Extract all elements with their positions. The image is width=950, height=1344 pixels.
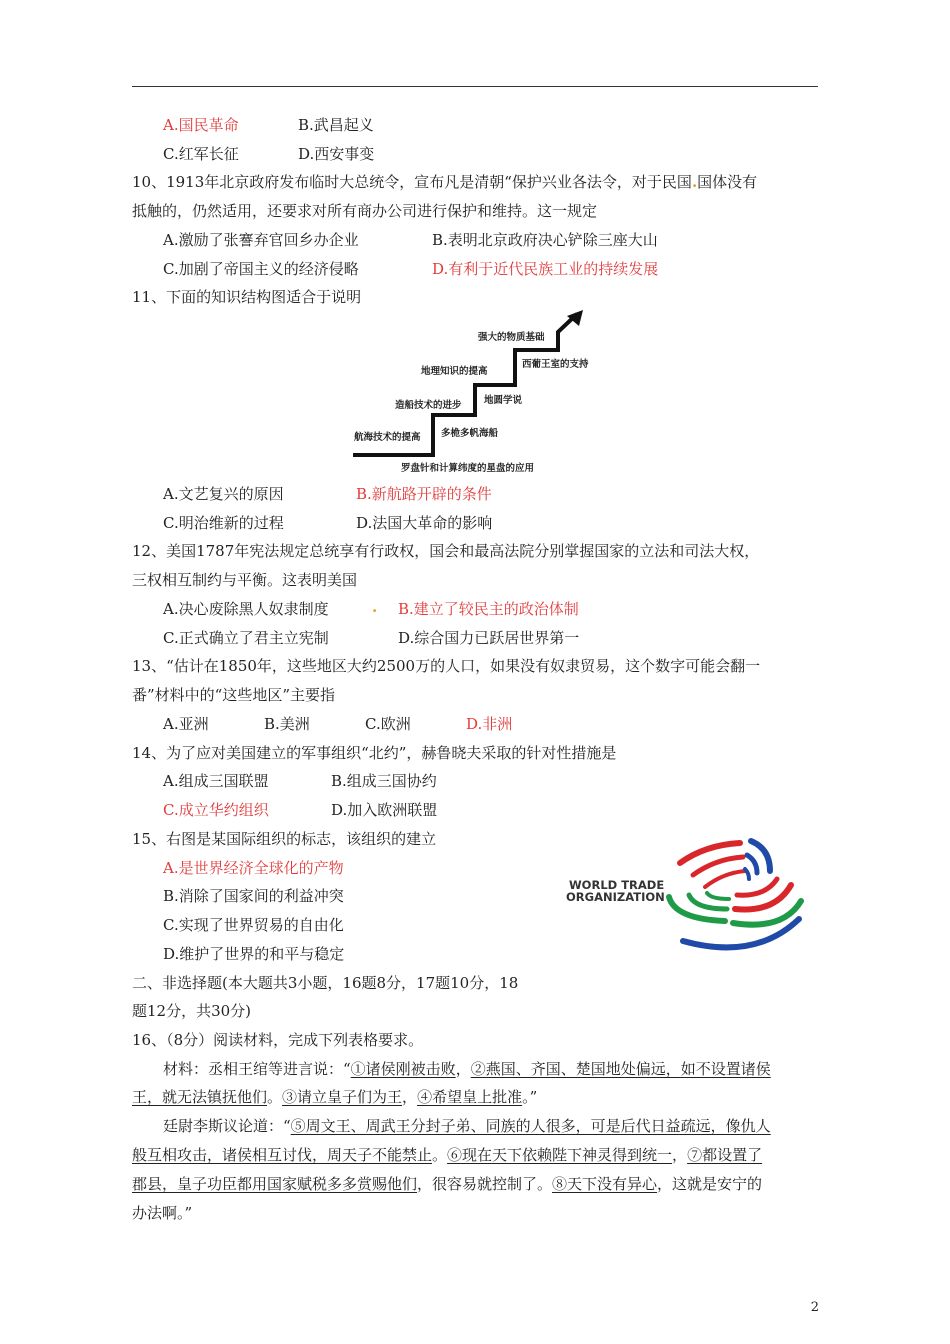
q10-stem-line1: [132, 172, 757, 192]
q16-material2-line1: [163, 1116, 771, 1136]
q14-option-b: B.组成三国协约: [331, 772, 437, 790]
material1-statement-2-cont: 王，就无法镇抚他们: [132, 1088, 268, 1106]
q11-option-a: A.文艺复兴的原因: [163, 485, 284, 503]
material1-statement-2: ②燕国、齐国、楚国地处偏远，如不设置诸侯: [470, 1060, 771, 1078]
q12-option-b: B.建立了较民主的政治体制: [398, 600, 579, 618]
q13-option-d: D.非洲: [466, 715, 513, 733]
q12-option-a: A.决心废除黑人奴隶制度: [163, 600, 329, 618]
punct: ，: [672, 1146, 688, 1164]
q10-stem-part2: 国体没有: [697, 173, 758, 191]
q12-option-c: C.正式确立了君主立宪制: [163, 629, 329, 647]
material1-statement-4: ④希望皇上批准: [417, 1088, 523, 1106]
punct: 。: [267, 1088, 283, 1106]
material2-statement-5: ⑤周文王、周武王分封子弟、同族的人很多，可是后代日益疏远，像仇人: [290, 1117, 771, 1135]
q9-option-d: D.西安事变: [298, 145, 375, 163]
q10-stem-part1: 10、1913年北京政府发布临时大总统令，宣布凡是清朝“保护兴业各法令，对于民国: [132, 173, 692, 191]
q11-option-c: C.明治维新的过程: [163, 514, 284, 532]
q13-option-a: A.亚洲: [163, 715, 209, 733]
q14-option-c: C.成立华约组织: [163, 801, 269, 819]
punct: ，很容易就控制了。: [417, 1175, 553, 1193]
punct: 。”: [522, 1088, 538, 1106]
q13-stem-line1: 13、“估计在1850年，这些地区大约2500万的人口，如果没有奴隶贸易，这个数字可能会翻一: [132, 657, 761, 675]
q11-stem: 11、下面的知识结构图适合于说明: [132, 288, 362, 306]
q12-stem-line1: 12、美国1787年宪法规定总统享有行政权，国会和最高法院分别掌握国家的立法和司法大权，: [132, 542, 760, 560]
q15-option-b: B.消除了国家间的利益冲突: [163, 887, 344, 905]
wto-logo: [565, 835, 815, 967]
q10-option-b: B.表明北京政府决心铲除三座大山: [432, 231, 658, 249]
q10-option-c: C.加剧了帝国主义的经济侵略: [163, 260, 359, 278]
q15-option-d: D.维护了世界的和平与稳定: [163, 945, 345, 963]
q11-option-b: B.新航路开辟的条件: [356, 485, 492, 503]
wto-logo-text-line2: ORGANIZATION: [566, 890, 665, 904]
punct: 。: [432, 1146, 448, 1164]
punct: ，: [402, 1088, 418, 1106]
q16-material1-line1: [163, 1059, 771, 1079]
step-label-2: 造船技术的进步: [395, 400, 462, 411]
q13-option-c: C.欧洲: [365, 715, 411, 733]
riser-label-4: 西葡王室的支持: [522, 359, 589, 370]
header-rule: [132, 86, 818, 87]
q16-material2-line2: [132, 1145, 762, 1165]
riser-label-3: 地圆学说: [484, 395, 523, 406]
punct: ，这就是安宁的: [657, 1175, 763, 1193]
q9-option-b: B.武昌起义: [298, 116, 374, 134]
material1-prefix: 材料：丞相王绾等进言说：“: [163, 1060, 351, 1078]
section2-heading-line1: 二、非选择题(本大题共3小题，16题8分，17题10分，18: [132, 974, 519, 992]
material1-statement-3: ③请立皇子们为王: [282, 1088, 403, 1106]
material2-prefix: 廷尉李斯议论道：“: [163, 1117, 291, 1135]
staircase-diagram: [345, 310, 605, 480]
step-label-4: 强大的物质基础: [478, 332, 545, 343]
material2-statement-8: ⑧天下没有异心: [552, 1175, 658, 1193]
page-number: 2: [810, 1300, 819, 1315]
mark-dot: .: [372, 598, 378, 616]
q16-material1-line2: [132, 1087, 537, 1107]
riser-label-2: 多桅多帆海船: [441, 428, 499, 439]
q16-material2-line3: [132, 1174, 762, 1194]
q15-option-a: A.是世界经济全球化的产物: [163, 859, 344, 877]
step-label-1: 航海技术的提高: [354, 432, 421, 443]
riser-label-1: 罗盘针和计算纬度的星盘的应用: [401, 463, 535, 474]
q9-option-a: A.国民革命: [163, 116, 239, 134]
q15-option-c: C.实现了世界贸易的自由化: [163, 916, 344, 934]
q11-option-d: D.法国大革命的影响: [356, 514, 493, 532]
q15-stem: 15、右图是某国际组织的标志，该组织的建立: [132, 830, 437, 848]
material2-statement-6: ⑥现在天下依赖陛下神灵得到统一: [447, 1146, 673, 1164]
material2-statement-5-cont: 般互相攻击，诸侯相互讨伐，周天子不能禁止: [132, 1146, 433, 1164]
step-label-3: 地理知识的提高: [421, 366, 488, 377]
section2-heading-line2: 题12分，共30分): [132, 1002, 252, 1020]
wto-logo-text-line1: WORLD TRADE: [569, 878, 665, 892]
mark-dot: .: [691, 173, 698, 191]
material2-statement-7: ⑦都设置了: [687, 1146, 763, 1164]
q12-stem-line2: 三权相互制约与平衡。这表明美国: [132, 571, 358, 589]
q9-option-c: C.红军长征: [163, 145, 239, 163]
q16-material2-line4: 办法啊。”: [132, 1204, 193, 1222]
q10-option-a: A.激励了张謇弃官回乡办企业: [163, 231, 359, 249]
q14-option-d: D.加入欧洲联盟: [331, 801, 438, 819]
punct: ，: [455, 1060, 471, 1078]
q16-stem: 16、（8分）阅读材料，完成下列表格要求。: [132, 1031, 424, 1049]
material1-statement-1: ①诸侯刚被击败: [350, 1060, 456, 1078]
q14-option-a: A.组成三国联盟: [163, 772, 269, 790]
q10-option-d: D.有利于近代民族工业的持续发展: [432, 260, 659, 278]
q14-stem: 14、为了应对美国建立的军事组织“北约”，赫鲁晓夫采取的针对性措施是: [132, 744, 617, 762]
q13-stem-line2: 番”材料中的“这些地区”主要指: [132, 686, 336, 704]
q10-stem-line2: 抵触的，仍然适用，还要求对所有商办公司进行保护和维持。这一规定: [132, 202, 598, 220]
q13-option-b: B.美洲: [264, 715, 310, 733]
q12-option-d: D.综合国力已跃居世界第一: [398, 629, 580, 647]
material2-statement-7-cont: 郡县，皇子功臣都用国家赋税多多赏赐他们: [132, 1175, 418, 1193]
